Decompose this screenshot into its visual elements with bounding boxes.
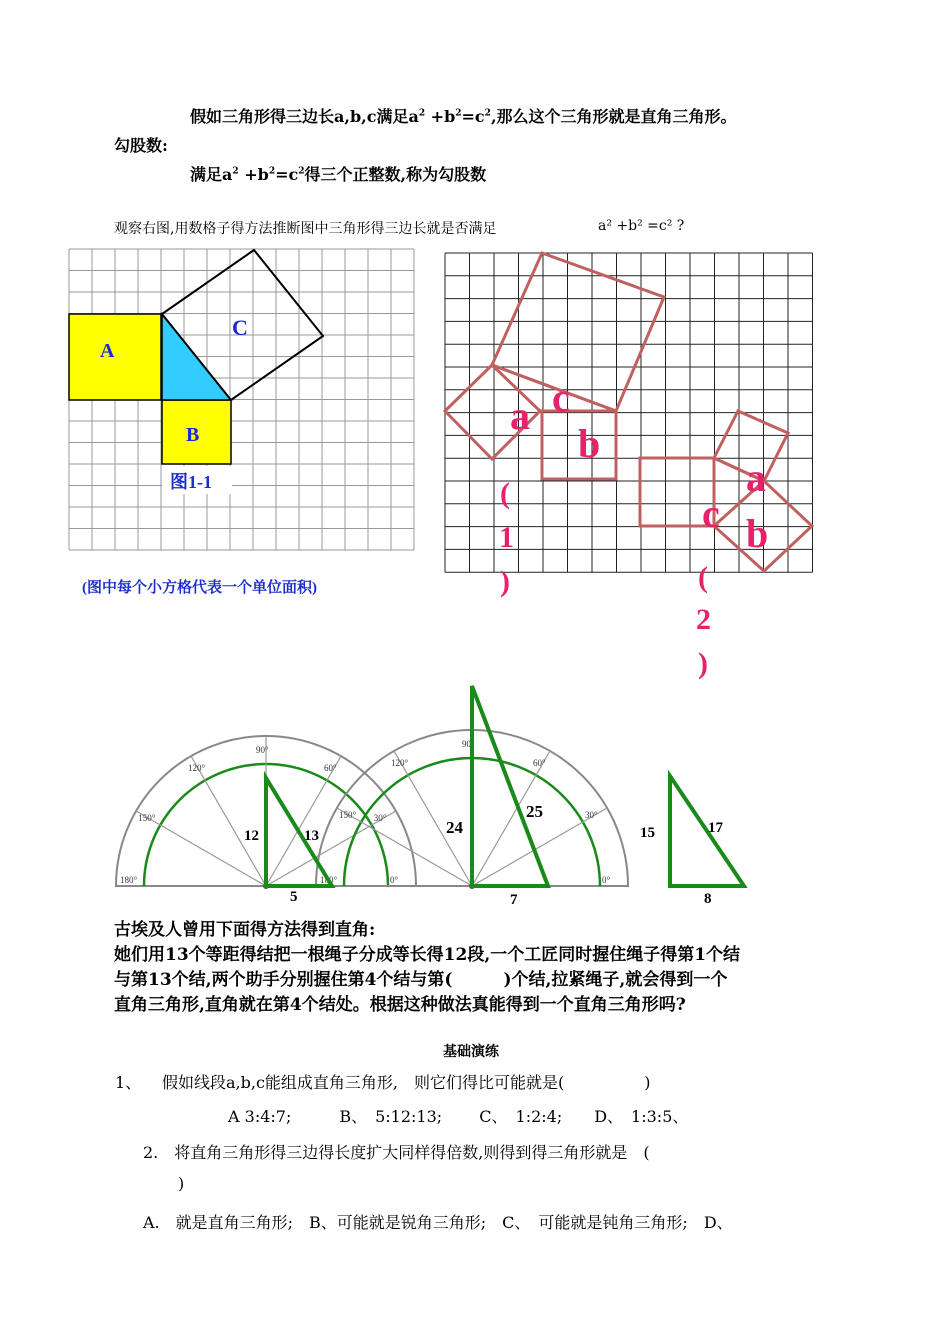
basic-practice-title: 基础演练: [443, 1044, 499, 1060]
protractor-angle-label: 0°: [390, 875, 399, 885]
fig1-num-open: (: [500, 477, 510, 510]
protractor-angle-label: 90°: [462, 739, 475, 749]
fig1-square-c: [492, 253, 664, 411]
protractor-angle-label: 90°: [256, 745, 269, 755]
fig1-num: 1: [499, 521, 514, 554]
question-1-options: A 3:4:7; B、 5:12:13; C、 1:2:4; D、 1:3:5、: [228, 1107, 689, 1126]
statement-converse: [190, 104, 737, 127]
definition-text: 满足a: [190, 165, 233, 184]
triangle-8-15-17: [670, 776, 744, 886]
label-c: C: [232, 315, 248, 340]
tri2-hyp: 25: [526, 802, 543, 821]
protractor-angle-label: 150°: [339, 810, 357, 820]
egypt-line-2: 与第13个结,两个助手分别握住第4个结与第( )个结,拉紧绳子,就会得到一个: [114, 970, 728, 990]
protractor-angle-label: 120°: [188, 763, 206, 774]
protractor-angle-label: 180°: [120, 875, 138, 885]
tri3-hyp: 17: [708, 820, 723, 836]
label-b: B: [186, 424, 200, 446]
definition-text: =c: [275, 165, 299, 184]
protractor-angle-label: 30°: [584, 810, 598, 820]
statement-text: +b: [430, 107, 456, 126]
protractor-ray: [191, 756, 266, 886]
definition-text: +b: [244, 165, 269, 184]
fig1-label-b: b: [578, 421, 601, 466]
protractor-angle-label: 120°: [391, 758, 409, 769]
fig2-num-close: ): [698, 647, 708, 680]
fig1-label-c: c: [552, 375, 570, 420]
observe-instruction: 观察右图,用数格子得方法推断图中三角形得三边长就是否满足: [114, 221, 497, 237]
question-1-text: 假如线段a,b,c能组成直角三角形, 则它们得比可能就是( ): [162, 1073, 651, 1092]
statement-text: ,那么这个三角形就是直角三角形。: [490, 107, 737, 126]
protractor-angle-label: 30°: [373, 813, 387, 823]
egypt-title: 古埃及人曾用下面得方法得到直角:: [114, 920, 376, 940]
fig2-num: 2: [696, 603, 711, 636]
sup: 2: [418, 108, 426, 119]
tri1-leg-h: 5: [290, 889, 298, 905]
protractor-figure: [110, 680, 770, 910]
sup: 2: [484, 108, 491, 119]
question-2-text: 2. 将直角三角形得三边得长度扩大同样得倍数,则得到得三角形就是 (: [143, 1143, 650, 1162]
protractor-angle-label: 180°: [320, 875, 338, 885]
figure-left-grid: [60, 240, 430, 610]
statement-text: 假如三角形得三边长a,b,c满足a: [190, 107, 419, 126]
protractor-angle-label: 0°: [602, 875, 611, 885]
sup: 2: [268, 166, 276, 177]
definition-text: 得三个正整数,称为勾股数: [304, 165, 487, 184]
question-1-number: 1、: [115, 1073, 142, 1092]
protractor-ray: [136, 811, 266, 886]
fig2-num-open: (: [698, 561, 708, 594]
fig1-num-close: ): [500, 565, 510, 598]
protractor-angle-label: 150°: [138, 813, 156, 823]
fig2-label-b: b: [746, 511, 769, 556]
fig2-label-c: c: [702, 491, 720, 536]
observe-formula: a² +b² =c² ?: [598, 218, 685, 234]
figure-caption: 图1-1: [170, 472, 212, 492]
fig2-label-a: a: [746, 455, 766, 500]
tri1-hyp: 13: [304, 828, 319, 844]
question-2-close: ): [178, 1174, 185, 1193]
tri1-leg-v: 12: [244, 828, 259, 844]
sup: 2: [232, 166, 239, 177]
sup: 2: [298, 166, 305, 177]
egypt-line-3: 直角三角形,直角就在第4个结处。根据这种做法真能得到一个直角三角形吗?: [114, 995, 686, 1015]
tri3-leg-h: 8: [704, 891, 712, 907]
egypt-line-1: 她们用13个等距得结把一根绳子分成等长得12段,一个工匠同时握住绳子得第1个结: [114, 945, 741, 965]
protractor-angle-label: 60°: [324, 763, 337, 774]
figure-note: (图中每个小方格代表一个单位面积): [82, 580, 317, 596]
sup: 2: [455, 108, 462, 119]
question-2-options: A. 就是直角三角形; B、可能就是锐角三角形; C、 可能就是钝角三角形; D、: [143, 1213, 733, 1232]
tri2-leg-h: 7: [510, 892, 518, 908]
label-a: A: [100, 340, 115, 362]
triangle-7-24-25: [472, 686, 548, 886]
protractor-angle-label: 60°: [533, 758, 546, 769]
statement-text: =c: [461, 107, 485, 126]
figure-right-grid: [440, 245, 830, 685]
fig1-label-a: a: [510, 393, 530, 438]
tri3-leg-v: 15: [640, 825, 655, 841]
definition-pythagorean-numbers: [190, 162, 486, 185]
heading-pythagorean-numbers: 勾股数:: [114, 136, 168, 155]
square-a: [69, 314, 161, 400]
tri2-leg-v: 24: [446, 818, 463, 837]
